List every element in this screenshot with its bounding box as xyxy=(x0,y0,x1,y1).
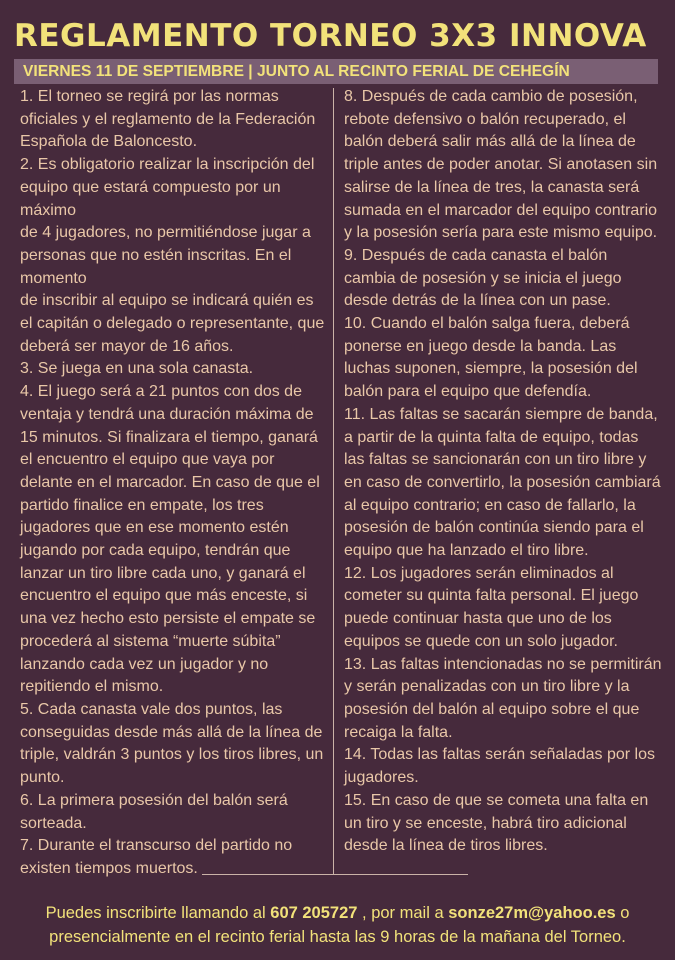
rule-item: 7. Durante el transcurso del partido no existen tiempos muertos. xyxy=(20,837,293,877)
rule-item: de 4 jugadores, no permitiéndose jugar a personas que no estén inscritas. En el momento xyxy=(20,224,311,287)
rules-column-right xyxy=(344,86,662,858)
rule-item: 3. Se juega en una sola canasta. xyxy=(20,360,254,378)
rule-item: 11. Las faltas se sacarán siempre de banda, a partir de la quinta falta de equipo, todas las faltas se sancionarán con un tiro libre y en caso de convertirlo, la posesión cambiará al equipo contrario; en caso de fallarlo, la posesión de balón continúa siendo para el equipo que ha lanzado el tiro libre. xyxy=(344,405,661,560)
rule-item: 5. Cada canasta vale dos puntos, las conseguidas desde más allá de la línea de triple, valdrán 3 puntos y los tiros libres, un punto. xyxy=(20,700,324,787)
rule-item: 6. La primera posesión del balón será sorteada. xyxy=(20,791,288,832)
rule-item: 4. El juego será a 21 puntos con dos de ventaja y tendrá una duración máxima de 15 minutos. Si finalizara el tiempo, ganará el encuentro el equipo que vaya por delante en el marcador. En caso de que el partido finalice en empate, los tres jugadores que en ese momento estén jugando por cada equipo, tendrán que lanzar un tiro libre cada uno, y ganará el encuentro el equipo que más enceste, si una vez hecho esto persiste el empate se procederá al sistema “muerte súbita” lanzando cada vez un jugador y no repitiendo el mismo. xyxy=(20,383,320,696)
registration-text: Puedes inscribirte llamando al xyxy=(45,904,271,922)
registration-text: o xyxy=(615,904,630,922)
registration-line-1 xyxy=(0,901,675,925)
rule-item: 2. Es obligatorio realizar la inscripción del equipo que estará compuesto por un máximo xyxy=(20,156,315,219)
footer-divider xyxy=(202,874,468,875)
rule-item: 9. Después de cada canasta el balón cambia de posesión y se inicia el juego desde detrás de la línea con un pase. xyxy=(344,246,622,310)
email-address: sonze27m@yahoo.es xyxy=(448,904,616,922)
rule-item: de inscribir al equipo se indicará quién es el capitán o delegado o representante, que deberá ser mayor de 16 años. xyxy=(20,292,325,355)
phone-number: 607 205727 xyxy=(270,904,358,922)
column-divider xyxy=(333,88,334,874)
event-date-location-banner: VIERNES 11 DE SEPTIEMBRE | JUNTO AL RECINTO FERIAL DE CEHEGÍN xyxy=(14,59,658,84)
poster-title: REGLAMENTO TORNEO 3X3 INNOVA xyxy=(14,18,647,54)
registration-text: , por mail a xyxy=(357,904,449,922)
rule-item: 14. Todas las faltas serán señaladas por los jugadores. xyxy=(344,746,656,787)
registration-line-2: presencialmente en el recinto ferial hasta las 9 horas de la mañana del Torneo. xyxy=(49,928,626,946)
rule-item: 1. El torneo se regirá por las normas oficiales y el reglamento de la Federación Española de Baloncesto. xyxy=(20,88,316,151)
rules-column-left xyxy=(20,86,326,881)
registration-info xyxy=(0,901,675,949)
rule-item: 13. Las faltas intencionadas no se permitirán y serán penalizadas con un tiro libre y la posesión del balón al equipo sobre el que recaiga la falta. xyxy=(344,655,662,741)
rule-item: 12. Los jugadores serán eliminados al cometer su quinta falta personal. El juego puede continuar hasta que uno de los equipos se quede con un solo jugador. xyxy=(344,564,639,650)
rule-item: 8. Después de cada cambio de posesión, rebote defensivo o balón recuperado, el balón deberá salir más allá de la línea de triple antes de poder anotar. Si anotasen sin salirse de la línea de tres, la canasta será sumada en el marcador del equipo contrario y la posesión sería para este mismo equipo. xyxy=(344,88,658,242)
rule-item: 15. En caso de que se cometa una falta en un tiro y se enceste, habrá tiro adicional desde la línea de tiros libres. xyxy=(344,791,649,855)
rule-item: 10. Cuando el balón salga fuera, deberá ponerse en juego desde la banda. Las luchas suponen, siempre, la posesión del balón para el equipo que defendía. xyxy=(344,315,638,401)
